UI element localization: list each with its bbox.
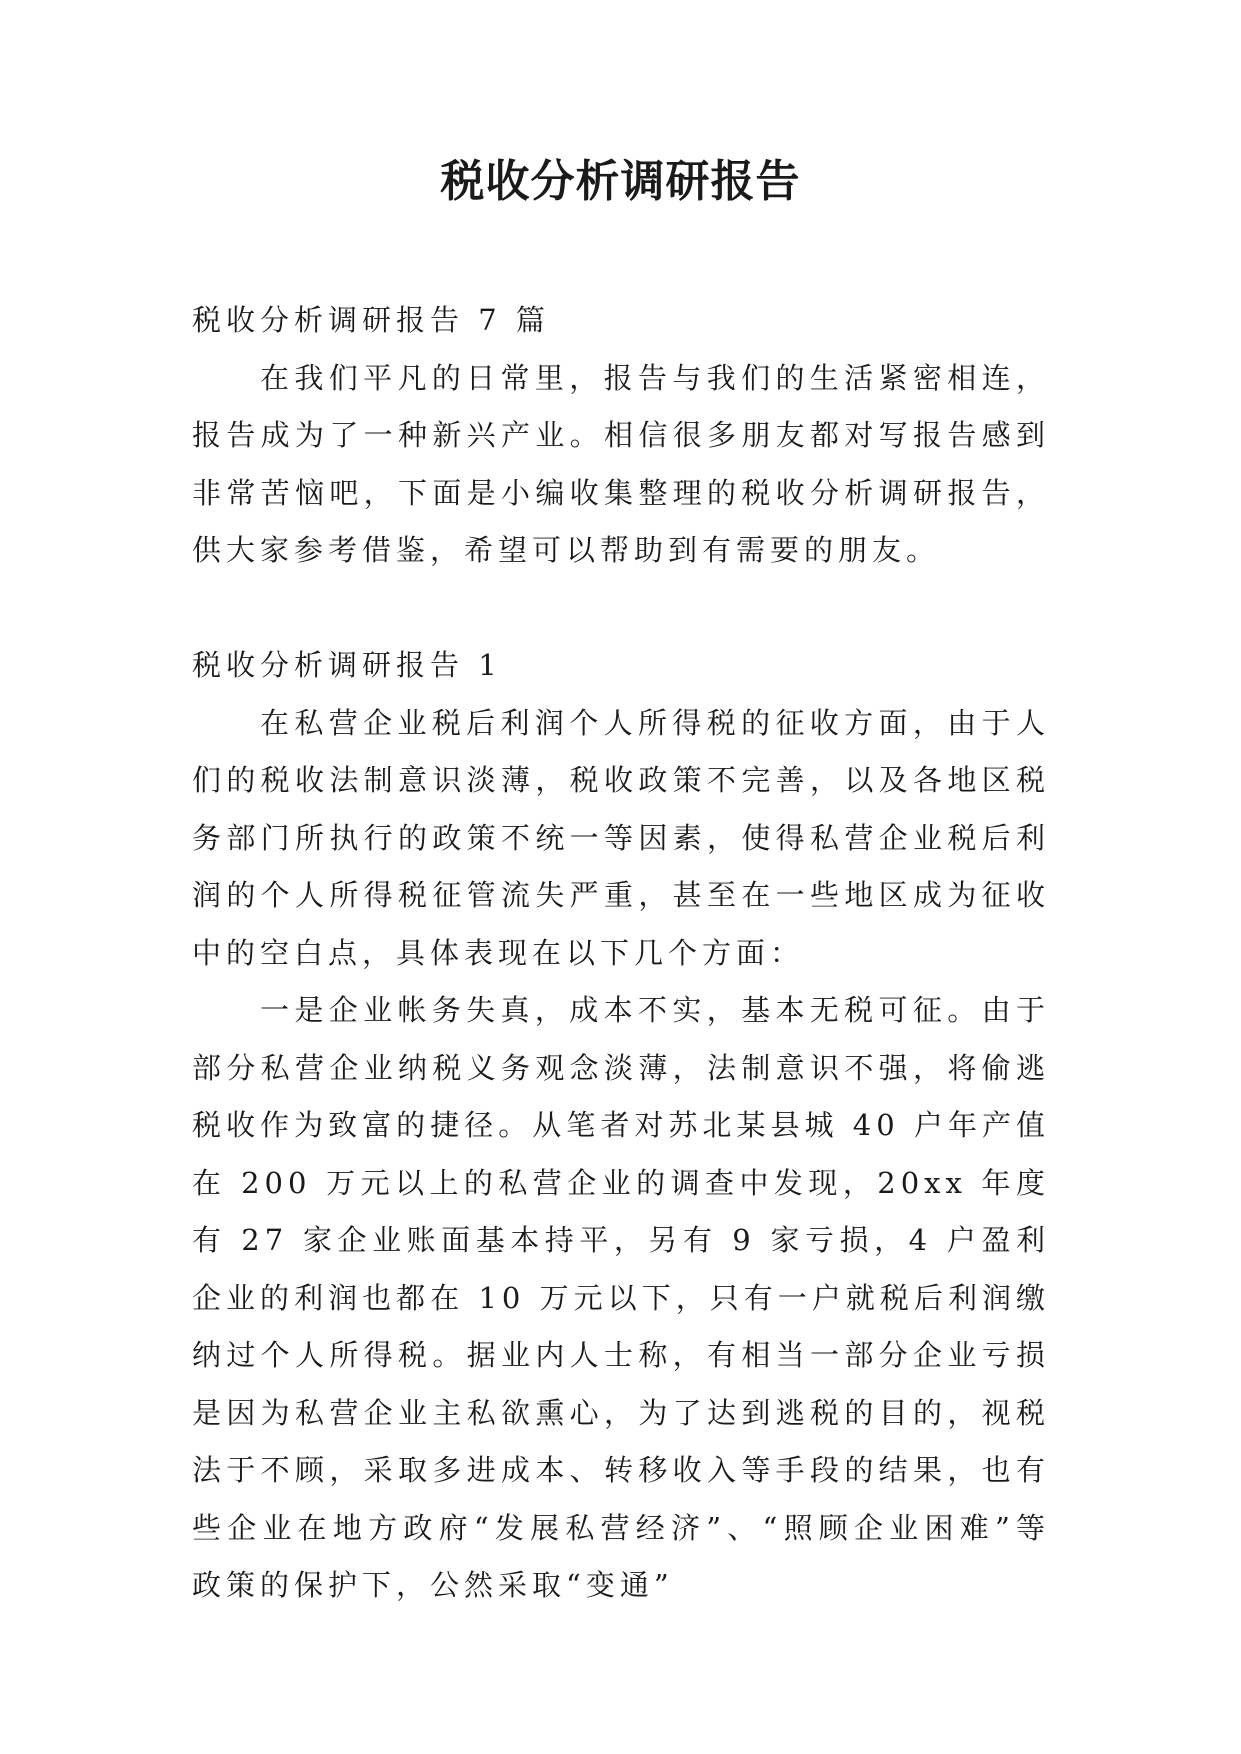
paragraph: 在私营企业税后利润个人所得税的征收方面，由于人们的税收法制意识淡薄，税收政策不完善，以及各地区税务部门所执行的政策不统一等因素，使得私营企业税后利润的个人所得税征管流失严重，甚至在一些地区成为征收中的空白点，具体表现在以下几个方面： <box>192 705 1050 970</box>
section-intro <box>192 292 1050 580</box>
section-report-1 <box>192 637 1050 1615</box>
paragraph: 一是企业帐务失真，成本不实，基本无税可征。由于部分私营企业纳税义务观念淡薄，法制意识不强，将偷逃税收作为致富的捷径。从笔者对苏北某县城 40 户年产值在 200 万元以上的私营企业的调查中发现，20xx 年度有 27 家企业账面基本持平，另有 9 家亏损，4 户盈利企业的利润也都在 10 万元以下，只有一户就税后利润缴纳过个人所得税。据业内人士称，有相当一部分企业亏损是因为私营企业主私欲熏心，为了达到逃税的目的，视税法于不顾，采取多进成本、转移收入等手段的结果，也有些企业在地方政府“发展私营经济”、“照顾企业困难”等政策的保护下，公然采取“变通” <box>192 993 1050 1602</box>
section-heading: 税收分析调研报告 7 篇 <box>192 303 550 337</box>
paragraph: 在我们平凡的日常里，报告与我们的生活紧密相连，报告成为了一种新兴产业。相信很多朋友都对写报告感到非常苦恼吧，下面是小编收集整理的税收分析调研报告，供大家参考借鉴，希望可以帮助到有需要的朋友。 <box>192 360 1050 567</box>
document-title: 税收分析调研报告 <box>440 156 801 207</box>
section-spacer <box>192 580 1050 638</box>
document-body <box>192 292 1050 1615</box>
section-heading: 税收分析调研报告 1 <box>192 648 502 682</box>
